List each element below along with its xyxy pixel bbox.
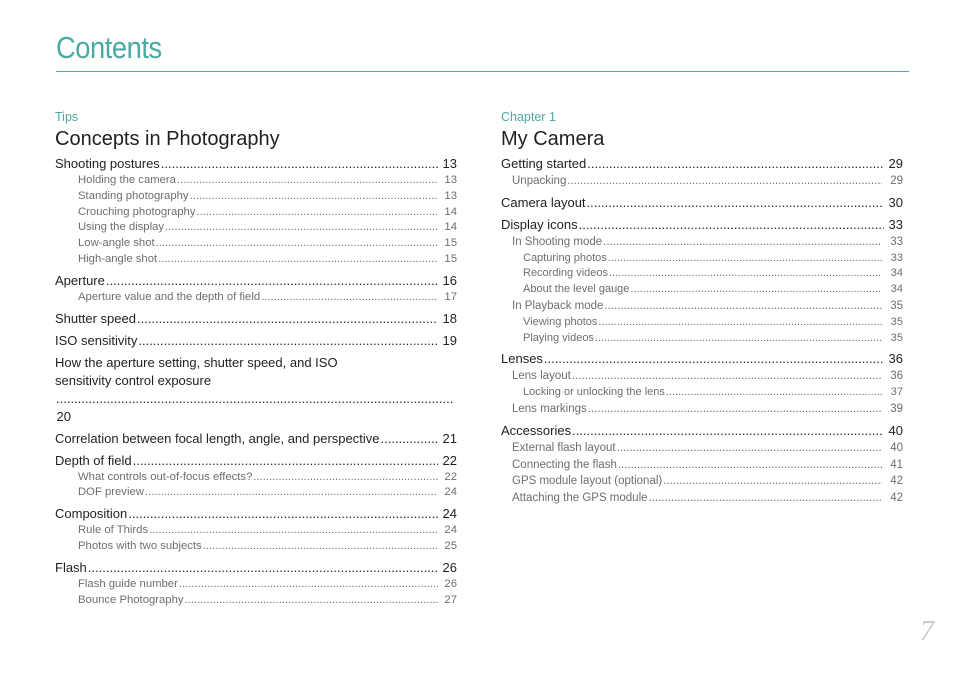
toc-page-number: 24	[442, 506, 457, 522]
dot-leader	[156, 236, 438, 252]
toc-subentry[interactable]	[501, 315, 903, 331]
toc-page-number: 15	[444, 237, 457, 250]
toc-entry-label: Flash guide number	[78, 577, 178, 590]
dot-leader	[177, 173, 438, 189]
dot-leader	[161, 155, 438, 173]
toc-page-number: 34	[890, 267, 903, 280]
toc-entry-label: Using the display	[78, 221, 165, 234]
toc-subentry[interactable]	[501, 368, 903, 385]
toc-page-number: 14	[444, 205, 457, 218]
toc-subentry[interactable]	[501, 251, 903, 267]
toc-page-number: 21	[442, 430, 457, 446]
toc-page-number: 40	[890, 441, 903, 454]
toc-subentry[interactable]	[55, 290, 457, 306]
toc-entry-label: Aperture	[55, 272, 105, 288]
toc-page-number: 30	[888, 194, 903, 210]
dot-leader	[587, 194, 884, 212]
toc-page-number: 36	[888, 351, 903, 367]
toc-entry[interactable]	[55, 354, 457, 426]
dot-leader	[649, 490, 882, 507]
toc-entry[interactable]	[501, 194, 903, 212]
toc-entry-label: Correlation between focal length, angle, and perspective	[55, 430, 380, 446]
dot-leader	[165, 220, 438, 236]
toc-page-number: 22	[444, 470, 457, 483]
toc-entry-label: sensitivity control exposure	[55, 372, 212, 388]
toc-page-number: 40	[888, 422, 903, 438]
toc-subentry[interactable]	[55, 220, 457, 236]
section-kicker: Tips	[55, 110, 79, 124]
toc-page-number: 19	[442, 332, 457, 348]
dot-leader	[179, 577, 438, 593]
toc-subentry[interactable]	[55, 539, 457, 555]
toc-column-chapter-1	[501, 109, 903, 507]
toc-entry-label: In Playback mode	[512, 299, 604, 312]
dot-leader	[381, 430, 439, 448]
toc-entry[interactable]	[55, 505, 457, 523]
toc-entry-label: Aperture value and the depth of field	[78, 290, 261, 303]
section-title: Concepts in Photography	[55, 128, 280, 150]
toc-entry-label: What controls out-of-focus effects?	[78, 470, 253, 483]
toc-subentry[interactable]	[55, 470, 457, 486]
toc-entry-label: Recording videos	[523, 267, 608, 280]
toc-entry-label: Crouching photography	[78, 205, 196, 218]
toc-entry-label: Unpacking	[512, 175, 567, 187]
toc-subentry[interactable]	[55, 485, 457, 501]
dot-leader	[579, 216, 884, 234]
toc-entry-label: Shooting postures	[55, 156, 160, 171]
dot-leader	[149, 523, 438, 539]
toc-page-number: 18	[442, 310, 457, 326]
toc-entry-label: DOF preview	[78, 486, 144, 499]
toc-page-number: 42	[890, 492, 903, 505]
dot-leader	[261, 290, 438, 306]
dot-leader	[587, 155, 884, 173]
toc-page-number: 27	[444, 593, 457, 606]
dot-leader	[158, 252, 438, 268]
toc-subentry[interactable]	[55, 523, 457, 539]
dot-leader	[567, 173, 882, 190]
toc-subentry[interactable]	[501, 266, 903, 282]
section-kicker: Chapter 1	[501, 110, 556, 124]
toc-entry-label-line: How the aperture setting, shutter speed, and ISO	[55, 354, 338, 370]
toc-subentry[interactable]	[501, 282, 903, 298]
toc-entry-label: GPS module layout (optional)	[512, 475, 663, 488]
toc-entry-label: Low-angle shot	[78, 237, 155, 250]
toc-entry-label: Attaching the GPS module	[512, 492, 648, 505]
dot-leader	[603, 234, 882, 251]
toc-entry-label: Rule of Thirds	[78, 524, 149, 537]
toc-page-number: 22	[442, 452, 457, 468]
toc-page-number: 41	[890, 458, 903, 471]
section-title: My Camera	[501, 128, 605, 150]
toc-entry-label: Display icons	[501, 216, 578, 232]
toc-page-number: 33	[888, 216, 903, 232]
dot-leader	[106, 272, 438, 290]
dot-leader	[572, 368, 882, 385]
toc-subentry[interactable]	[55, 205, 457, 221]
toc-subentry[interactable]	[501, 298, 903, 315]
toc-page-number: 35	[890, 299, 903, 312]
toc-page-number: 26	[442, 559, 457, 575]
toc-subentry[interactable]	[501, 440, 903, 457]
toc-subentry[interactable]	[55, 252, 457, 268]
toc-entry[interactable]	[55, 310, 457, 328]
toc-subentry[interactable]	[501, 385, 903, 401]
toc-subentry[interactable]	[501, 173, 903, 190]
toc-subentry[interactable]	[501, 473, 903, 490]
toc-entry-label: Lenses	[501, 351, 543, 367]
toc-entry-label: Standing photography	[78, 189, 189, 202]
toc-entry-label: Flash	[55, 559, 87, 575]
toc-page-number: 37	[890, 386, 903, 399]
toc-entry-label: Holding the camera	[78, 174, 176, 186]
toc-entry[interactable]	[55, 559, 457, 577]
toc-entry-label: Composition	[55, 506, 128, 522]
toc-entry-label: Camera layout	[501, 194, 586, 210]
toc-page-number: 17	[444, 290, 457, 303]
toc-entry-label: About the level gauge	[523, 283, 630, 296]
toc-entry-label: Locking or unlocking the lens	[523, 386, 665, 399]
toc-column-tips	[55, 109, 457, 608]
dot-leader	[138, 332, 438, 350]
toc-page-number: 13	[444, 174, 457, 186]
toc-page-number: 15	[444, 252, 457, 265]
dot-leader	[133, 452, 438, 470]
dot-leader	[609, 266, 882, 282]
toc-entry-label: Viewing photos	[523, 315, 598, 328]
dot-leader	[663, 473, 882, 490]
toc-page-number: 36	[890, 370, 903, 383]
toc-page-number: 42	[890, 475, 903, 488]
toc-page-number: 33	[890, 251, 903, 264]
dot-leader	[88, 559, 438, 577]
toc-entry-label: Connecting the flash	[512, 458, 617, 471]
page-title: Contents	[56, 30, 162, 65]
toc-entry-label: ISO sensitivity	[55, 332, 138, 348]
toc-list	[55, 155, 457, 608]
dot-leader	[588, 401, 882, 418]
toc-entry[interactable]	[501, 155, 903, 173]
toc-entry-label: Getting started	[501, 156, 587, 171]
dot-leader	[617, 440, 882, 457]
dot-leader	[572, 422, 884, 440]
title-rule	[56, 71, 909, 72]
toc-entry-label: Lens layout	[512, 370, 571, 383]
toc-subentry[interactable]	[501, 457, 903, 474]
toc-entry[interactable]	[501, 350, 903, 368]
toc-page-number: 29	[888, 156, 903, 171]
toc-entry-label: Bounce Photography	[78, 593, 184, 606]
toc-page-number: 34	[890, 283, 903, 296]
dot-leader	[598, 315, 882, 331]
toc-page-number: 25	[444, 539, 457, 552]
toc-entry-label: Lens markings	[512, 402, 587, 415]
toc-entry-label: Accessories	[501, 422, 572, 438]
toc-subentry[interactable]	[55, 173, 457, 189]
dot-leader	[137, 310, 438, 328]
toc-entry[interactable]	[55, 155, 457, 173]
toc-page-number: 33	[890, 235, 903, 248]
toc-entry[interactable]	[55, 452, 457, 470]
toc-list	[501, 155, 903, 507]
dot-leader	[145, 485, 438, 501]
toc-entry-label: In Shooting mode	[512, 235, 603, 248]
toc-subentry[interactable]	[501, 490, 903, 507]
toc-page-number: 20	[56, 408, 71, 424]
toc-entry-label: Shutter speed	[55, 310, 136, 326]
toc-page-number: 24	[444, 486, 457, 499]
dot-leader	[630, 282, 882, 298]
toc-subentry[interactable]	[501, 401, 903, 418]
toc-entry-label: High-angle shot	[78, 252, 158, 265]
dot-leader	[544, 350, 884, 368]
dot-leader	[196, 205, 438, 221]
toc-entry-label: Capturing photos	[523, 251, 607, 264]
toc-page-number: 16	[442, 272, 457, 288]
toc-page-number: 35	[890, 315, 903, 328]
toc-page-number: 14	[444, 221, 457, 234]
dot-leader	[666, 385, 882, 401]
toc-subentry[interactable]	[55, 593, 457, 609]
dot-leader	[185, 593, 438, 609]
dot-leader	[595, 331, 882, 347]
toc-entry[interactable]	[55, 430, 457, 448]
dot-leader	[253, 470, 438, 486]
toc-subentry[interactable]	[501, 331, 903, 347]
dot-leader	[604, 298, 882, 315]
dot-leader	[56, 390, 454, 408]
toc-page-number: 29	[890, 175, 903, 187]
toc-entry[interactable]	[55, 272, 457, 290]
dot-leader	[190, 189, 438, 205]
toc-subentry[interactable]	[55, 236, 457, 252]
toc-entry-label: External flash layout	[512, 441, 616, 454]
page-number: 7	[920, 616, 934, 647]
toc-entry[interactable]	[501, 216, 903, 234]
toc-page-number: 26	[444, 577, 457, 590]
dot-leader	[128, 505, 438, 523]
toc-entry-label: Playing videos	[523, 331, 594, 344]
toc-page-number: 13	[444, 189, 457, 202]
toc-entry-label: Photos with two subjects	[78, 539, 202, 552]
toc-entry[interactable]	[501, 422, 903, 440]
toc-page-number: 13	[442, 156, 457, 171]
toc-subentry[interactable]	[55, 189, 457, 205]
toc-subentry[interactable]	[55, 577, 457, 593]
toc-page-number: 39	[890, 402, 903, 415]
dot-leader	[608, 251, 882, 267]
toc-subentry[interactable]	[501, 234, 903, 251]
toc-entry[interactable]	[55, 332, 457, 350]
dot-leader	[203, 539, 438, 555]
dot-leader	[618, 457, 882, 474]
toc-page-number: 24	[444, 524, 457, 537]
toc-page-number: 35	[890, 331, 903, 344]
toc-entry-label: Depth of field	[55, 452, 132, 468]
